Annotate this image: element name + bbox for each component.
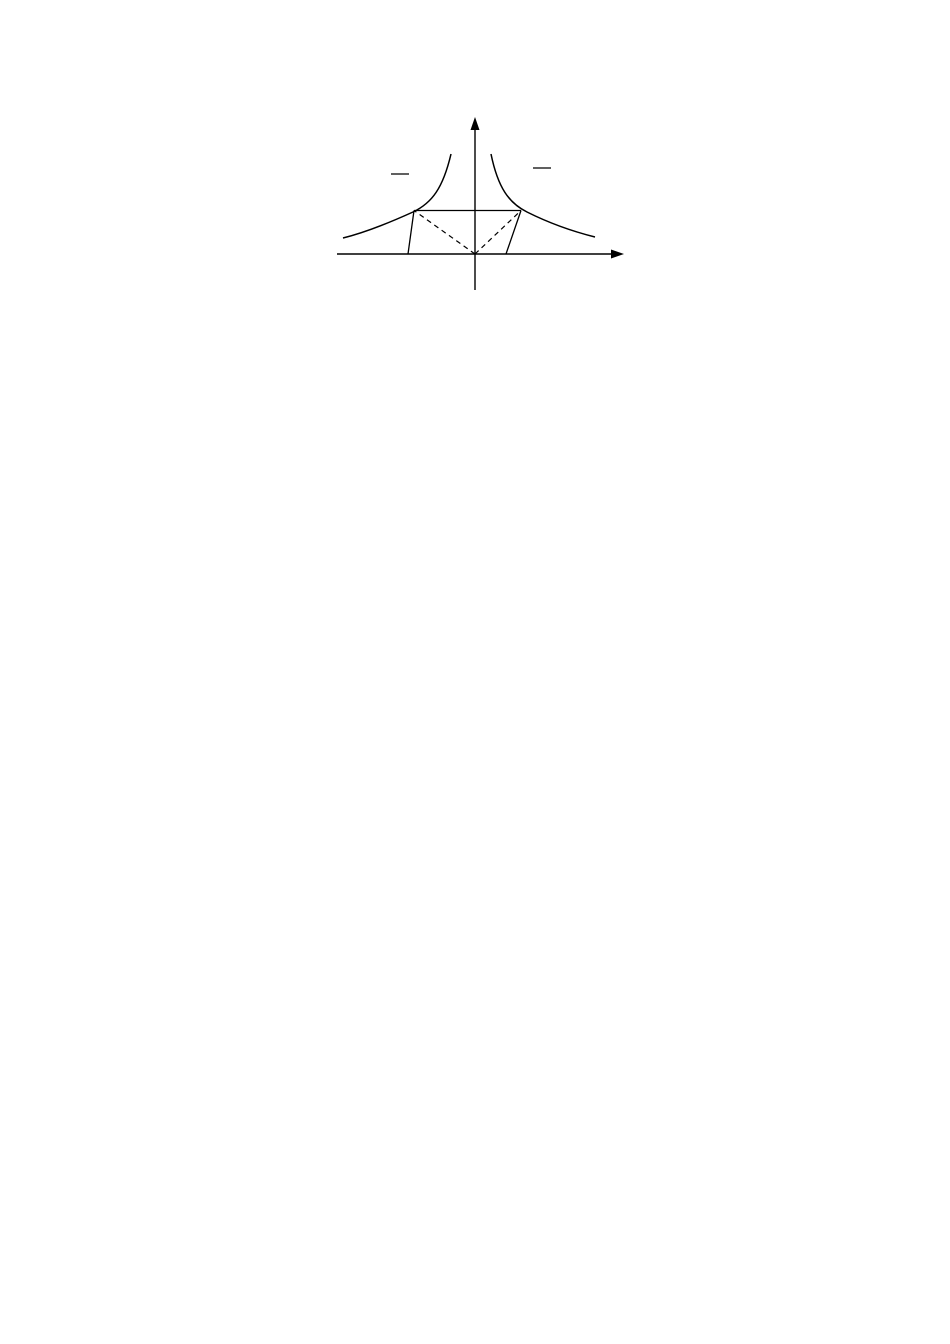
right-hyperbola-curve xyxy=(491,154,595,237)
question2-figure xyxy=(130,110,830,292)
x-axis-arrow-icon xyxy=(611,250,624,259)
question2-diagram xyxy=(325,110,635,292)
dashed-segment-OB xyxy=(414,211,475,255)
segment-AD xyxy=(506,211,521,255)
y-axis-arrow-icon xyxy=(471,117,480,130)
segment-BC xyxy=(408,211,414,255)
